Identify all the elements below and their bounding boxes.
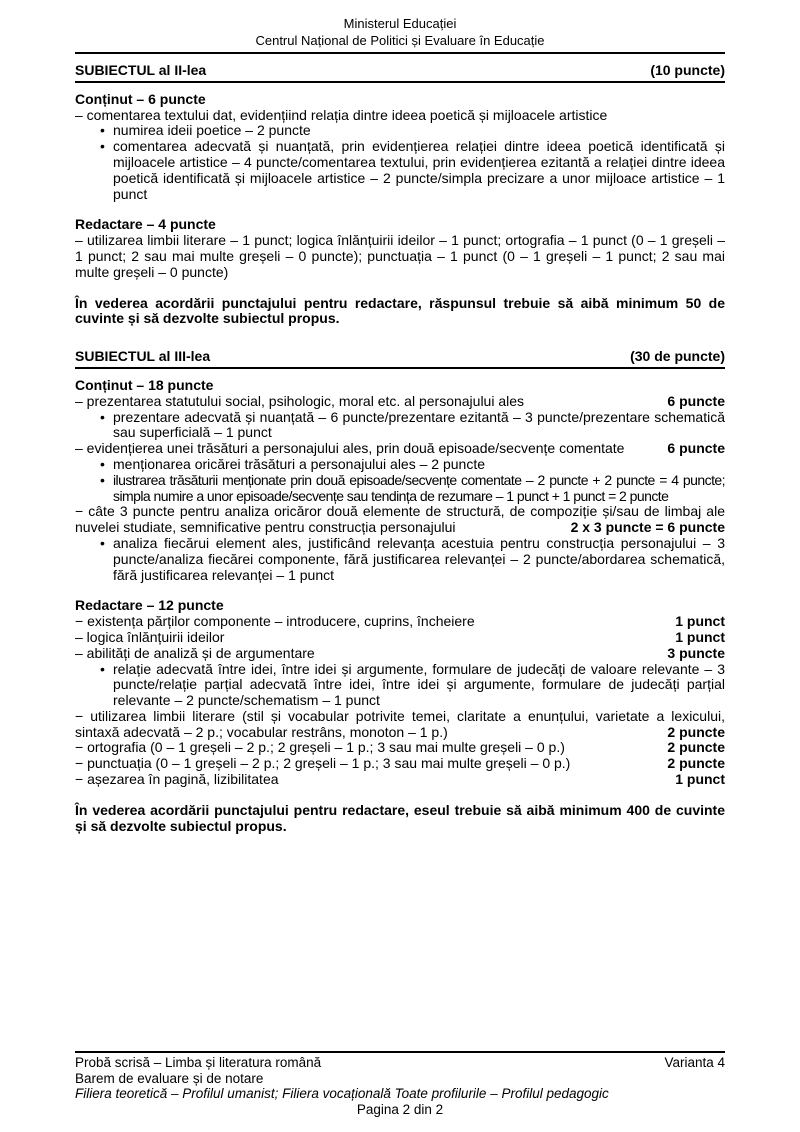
criterion-points: 6 puncte (667, 392, 725, 409)
header-divider (75, 52, 725, 54)
criterion-text: – abilități de analiză și de argumentare (75, 644, 315, 661)
document-header (75, 16, 725, 49)
subject2-redactare-heading: Redactare – 4 puncte (75, 216, 216, 233)
criterion-points: 1 punct (675, 771, 725, 788)
subject3-bullet-1: • prezentare adecvată și nuanțată – 6 puncte/prezentare ezitantă – 3 puncte/prezentare schematică sau superficială – 1 punct (75, 410, 725, 442)
subject3-note: În vederea acordării punctajului pentru redactare, eseul trebuie să aibă minimum 400 de cuvinte și să dezvolte subiectul propus. (75, 801, 725, 834)
subject2-note: În vederea acordării punctajului pentru redactare, răspunsul trebuie să aibă minimum 50 de cuvinte și să dezvolte subiectul propus. (75, 294, 725, 327)
subject3-bullet-3: • ilustrarea trăsăturii menționate prin două episoade/secvențe comentate – 2 puncte + 2 puncte = 4 puncte; simpla numire a unor episoade/secvențe sau tendința de rezumare – 1 punct + 1 punct = 2 puncte (75, 473, 725, 505)
criterion-text: − utilizarea limbii literare (stil și vocabular potrivite temei, claritate a enunțului, varietate a lexicului, sintaxă adecvată – 2 p.; vocabular restrâns, monoton – 1 p.) (75, 707, 725, 740)
redactare-criterion-row (75, 740, 725, 756)
redactare-criterion-row (75, 709, 725, 741)
ministry-title: Ministerul Educației (343, 16, 457, 31)
subject3-bullet-4: • analiza fiecărui element ales, justificând relevanța acestuia pentru construcția personajului – 3 puncte/analiza fiecărei componente, fără justificarea relevanței – 2 puncte/abordarea schematică, fără justificarea relevanței – 1 punct (75, 536, 725, 583)
redactare-criterion-row (75, 630, 725, 646)
redactare-criterion-row (75, 614, 725, 630)
subject3-criterion-row (75, 504, 725, 536)
criterion-points: 2 x 3 puncte = 6 puncte (570, 519, 725, 536)
subject2-title-row (75, 63, 725, 83)
criterion-points: 1 punct (675, 628, 725, 645)
redactare-criterion-row (75, 756, 725, 772)
subject2-points: (10 puncte) (650, 62, 725, 78)
subject3-bullet-5: • relație adecvată între idei, între idei și argumente, formulare de judecăți de valoare relevante – 3 puncte/relație parțial adecvată între idei, între idei și argumente, formulare de judecăți parțial relevante – 2 puncte/schematism – 1 punct (75, 662, 725, 709)
subject3-title: SUBIECTUL al III-lea (75, 348, 211, 365)
subject3-title-row (75, 349, 725, 369)
criterion-points: 1 punct (675, 613, 725, 630)
subject2-content-heading: Conținut – 6 puncte (75, 90, 206, 107)
criterion-points: 2 puncte (667, 723, 725, 740)
criterion-points: 6 puncte (667, 440, 725, 457)
subject3-criterion-row (75, 441, 725, 457)
redactare-criterion-row (75, 646, 725, 662)
criterion-text: − câte 3 puncte pentru analiza oricăror două elemente de structură, de compoziție și/sau de limbaj ale nuvelei studiate, semnificative pentru construcția personajului (75, 503, 725, 536)
center-title: Centrul Național de Politici și Evaluare în Educație (255, 32, 545, 48)
criterion-text: – logica înlănțuirii ideilor (75, 628, 225, 645)
subject2-title: SUBIECTUL al II-lea (75, 62, 207, 78)
subject3-criterion-row (75, 394, 725, 410)
footer-exam-name: Probă scrisă – Limba și literatura română (75, 1054, 322, 1070)
footer-variant: Varianta 4 (664, 1054, 725, 1070)
criterion-text: – prezentarea statutului social, psihologic, moral etc. al personajului ales (75, 392, 525, 409)
footer-filiera: Filiera teoretică – Profilul umanist; Filiera vocațională Toate profilurile – Profilul pedagogic (75, 1086, 609, 1102)
footer-page-number: Pagina 2 din 2 (356, 1102, 444, 1118)
criterion-text: − existența părților componente – introducere, cuprins, încheiere (75, 613, 475, 630)
criterion-points: 2 puncte (667, 739, 725, 756)
criterion-points: 3 puncte (667, 644, 725, 661)
subject2-bullet-2: • comentarea adecvată și nuanțată, prin evidențierea relației dintre ideea poetică identificată și mijloacele artistice – 4 puncte/comentarea textului, prin evidențierea ezitantă a relației dintre ideea poetică identificată și mijloacele artistice – 2 puncte/simpla precizare a unor mijloace artistice – 1 punct (75, 139, 725, 202)
criterion-text: – evidențierea unei trăsături a personajului ales, prin două episoade/secvențe comentate (75, 440, 625, 457)
redactare-criterion-row (75, 772, 725, 788)
subject2-intro: – comentarea textului dat, evidențiind relația dintre ideea poetică și mijloacele artistice (75, 106, 608, 123)
criterion-text: − așezarea în pagină, lizibilitatea (75, 771, 279, 788)
subject2-redactare-text: – utilizarea limbii literare – 1 punct; logica înlănțuirii ideilor – 1 punct; ortografia – 1 punct (0 – 1 greșeli – 1 punct; 2 sau mai multe greșeli – 0 puncte); punctuația – 1 punct (0 – 1 greșeli – 1 punct; 2 sau mai multe greșeli – 0 puncte) (75, 232, 725, 280)
subject3-bullet-2: • menționarea oricărei trăsături a personajului ales – 2 puncte (75, 457, 725, 473)
subject3-content-heading: Conținut – 18 puncte (75, 376, 214, 393)
criterion-text: − punctuația (0 – 1 greșeli – 2 p.; 2 greșeli – 1 p.; 3 sau mai multe greșeli – 0 p.) (75, 755, 571, 772)
subject3-redactare-heading: Redactare – 12 puncte (75, 597, 224, 614)
criterion-points: 2 puncte (667, 755, 725, 772)
footer-row-1 (75, 1055, 725, 1071)
subject3-points: (30 de puncte) (630, 348, 725, 365)
document-footer (75, 1051, 725, 1118)
footer-barem-label: Barem de evaluare și de notare (75, 1070, 264, 1086)
subject2-bullet-1: • numirea ideii poetice – 2 puncte (75, 123, 725, 139)
criterion-text: − ortografia (0 – 1 greșeli – 2 p.; 2 greșeli – 1 p.; 3 sau mai multe greșeli – 0 p.) (75, 739, 565, 756)
